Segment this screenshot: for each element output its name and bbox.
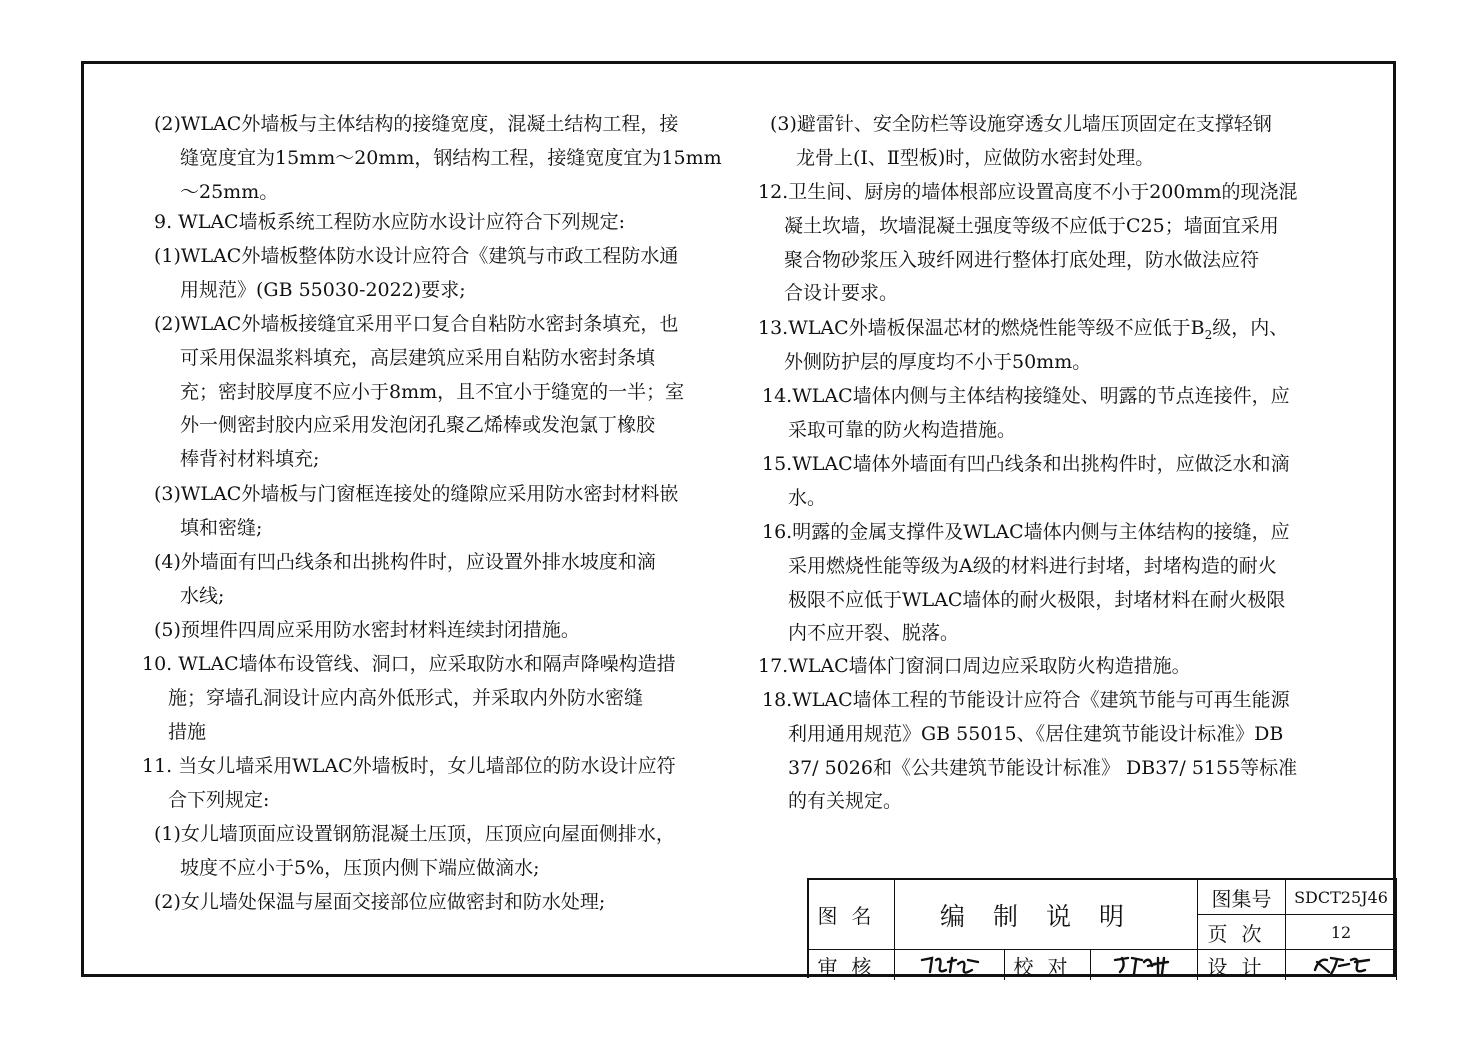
text-line: 17.WLAC墙体门窗洞口周边应采取防火构造措施。 [758,655,1191,677]
paragraph [770,108,1272,176]
text-line: 15.WLAC墙体外墙面有凹凸线条和出挑构件时，应做泛水和滴 [762,453,1290,475]
text-line: ～25mm。 [180,180,279,203]
checker-signature-icon [1112,952,1176,978]
review-label: 审核 [809,950,895,980]
paragraph [142,750,676,818]
text-line: (5)预埋件四周应采用防水密封材料连续封闭措施。 [154,619,580,641]
text-line: 的有关规定。 [788,790,903,813]
text-line: 10. WLAC墙体布设管线、洞口，应采取防水和隔声降噪构造措 [142,653,676,675]
paragraph [154,108,722,209]
text-line: 措施 [168,720,207,743]
checker-signature [1091,950,1198,980]
text-line: 9. WLAC墙板系统工程防水应防水设计应符合下列规定: [154,211,625,233]
text-line: 16.明露的金属支撑件及WLAC墙体内侧与主体结构的接缝，应 [762,521,1290,543]
paragraph [154,546,656,614]
reviewer-signature-icon [918,952,982,978]
text-fragment: 13.WLAC外墙板保温芯材的燃烧性能等级不应低于B [758,317,1205,339]
text-line: 11. 当女儿墙采用WLAC外墙板时，女儿墙部位的防水设计应符 [142,755,676,777]
text-line: 合设计要求。 [784,282,899,305]
text-line: 外一侧密封胶内应采用发泡闭孔聚乙烯棒或发泡氯丁橡胶 [180,414,656,437]
text-line: 填和密缝; [180,516,263,539]
text-line: 水线; [180,584,225,607]
paragraph [154,886,605,920]
text-fragment: 级，内、 [1212,317,1289,339]
text-line: 水。 [788,486,827,509]
text-line: (3)WLAC外墙板与门窗框连接处的缝隙应采用防水密封材料嵌 [154,483,679,505]
paragraph [142,648,676,749]
designer-signature [1286,950,1397,980]
text-line: 充；密封胶厚度不应小于8mm，且不宜小于缝宽的一半；室 [180,380,685,403]
paragraph [154,818,675,886]
check-label: 校对 [1005,950,1091,980]
text-line: 施；穿墙孔洞设计应内高外低形式，并采取内外防水密缝 [168,686,644,709]
text-line: 外侧防护层的厚度均不小于50mm。 [784,350,1092,373]
text-line: (1)女儿墙顶面应设置钢筋混凝土压顶，压顶应向屋面侧排水， [154,823,675,845]
text-line: 14.WLAC墙体内侧与主体结构接缝处、明露的节点连接件，应 [762,385,1290,407]
text-line: 可采用保温浆料填充，高层建筑应采用自粘防水密封条填 [180,346,656,369]
paragraph [758,312,1288,380]
paragraph [762,380,1290,448]
text-line: (4)外墙面有凹凸线条和出挑构件时，应设置外排水坡度和滴 [154,551,656,573]
text-line: 缝宽度宜为15mm～20mm，钢结构工程，接缝宽度宜为15mm [180,146,722,169]
text-line: (2)女儿墙处保温与屋面交接部位应做密封和防水处理; [154,891,606,913]
text-line: 合下列规定: [168,788,270,811]
text-line: 棒背衬材料填充; [180,448,320,471]
paragraph [758,176,1298,311]
text-line: 18.WLAC墙体工程的节能设计应符合《建筑节能与可再生能源 [762,689,1290,711]
title-block [807,878,1397,978]
paragraph [154,478,678,546]
drawing-name-label: 图名 [809,880,895,950]
designer-signature-icon [1309,952,1373,978]
text-line: 极限不应低于WLAC墙体的耐火极限，封堵材料在耐火极限 [788,588,1286,611]
paragraph [154,240,678,308]
text-line: 12.卫生间、厨房的墙体根部应设置高度不小于200mm的现浇混 [758,181,1298,203]
text-line: 利用通用规范》GB 55015、《居住建筑节能设计标准》DB [788,722,1284,745]
paragraph [762,516,1290,651]
text-line: 采用燃烧性能等级为A级的材料进行封堵，封堵构造的耐火 [788,554,1277,577]
design-label: 设计 [1198,950,1286,980]
text-line: 37/ 5026和《公共建筑节能设计标准》 DB37/ 5155等标准 [788,756,1298,779]
atlas-number-label: 图集号 [1198,880,1286,915]
text-fragment: 2 [1204,327,1213,342]
paragraph [154,308,684,477]
text-line: 内不应开裂、脱落。 [788,622,960,645]
text-line: (1)WLAC外墙板整体防水设计应符合《建筑与市政工程防水通 [154,245,679,267]
text-line: 用规范》(GB 55030-2022)要求; [180,278,466,301]
text-line: 坡度不应小于5%，压顶内侧下端应做滴水; [180,856,540,879]
text-line: 凝土坎墙，坎墙混凝土强度等级不应低于C25；墙面宜采用 [784,214,1279,237]
text-line: (2)WLAC外墙板接缝宜采用平口复合自粘防水密封条填充，也 [154,313,679,335]
text-line: (2)WLAC外墙板与主体结构的接缝宽度，混凝土结构工程，接 [154,113,679,135]
paragraph [758,650,1191,684]
paragraph [154,206,625,240]
text-line [758,312,1288,346]
page-label: 页次 [1198,915,1286,950]
text-line: (3)避雷针、安全防栏等设施穿透女儿墙压顶固定在支撑轻钢 [770,113,1272,135]
paragraph [154,614,580,648]
text-line: 采取可靠的防火构造措施。 [788,418,1017,441]
drawing-name: 编制说明 [895,880,1198,950]
page-number: 12 [1286,915,1397,950]
paragraph [762,448,1290,516]
atlas-number: SDCT25J46 [1286,880,1397,915]
text-line: 聚合物砂浆压入玻纤网进行整体打底处理，防水做法应符 [784,248,1260,271]
reviewer-signature [895,950,1005,980]
paragraph [762,684,1297,819]
text-line: 龙骨上(Ⅰ、Ⅱ型板)时，应做防水密封处理。 [796,146,1155,169]
